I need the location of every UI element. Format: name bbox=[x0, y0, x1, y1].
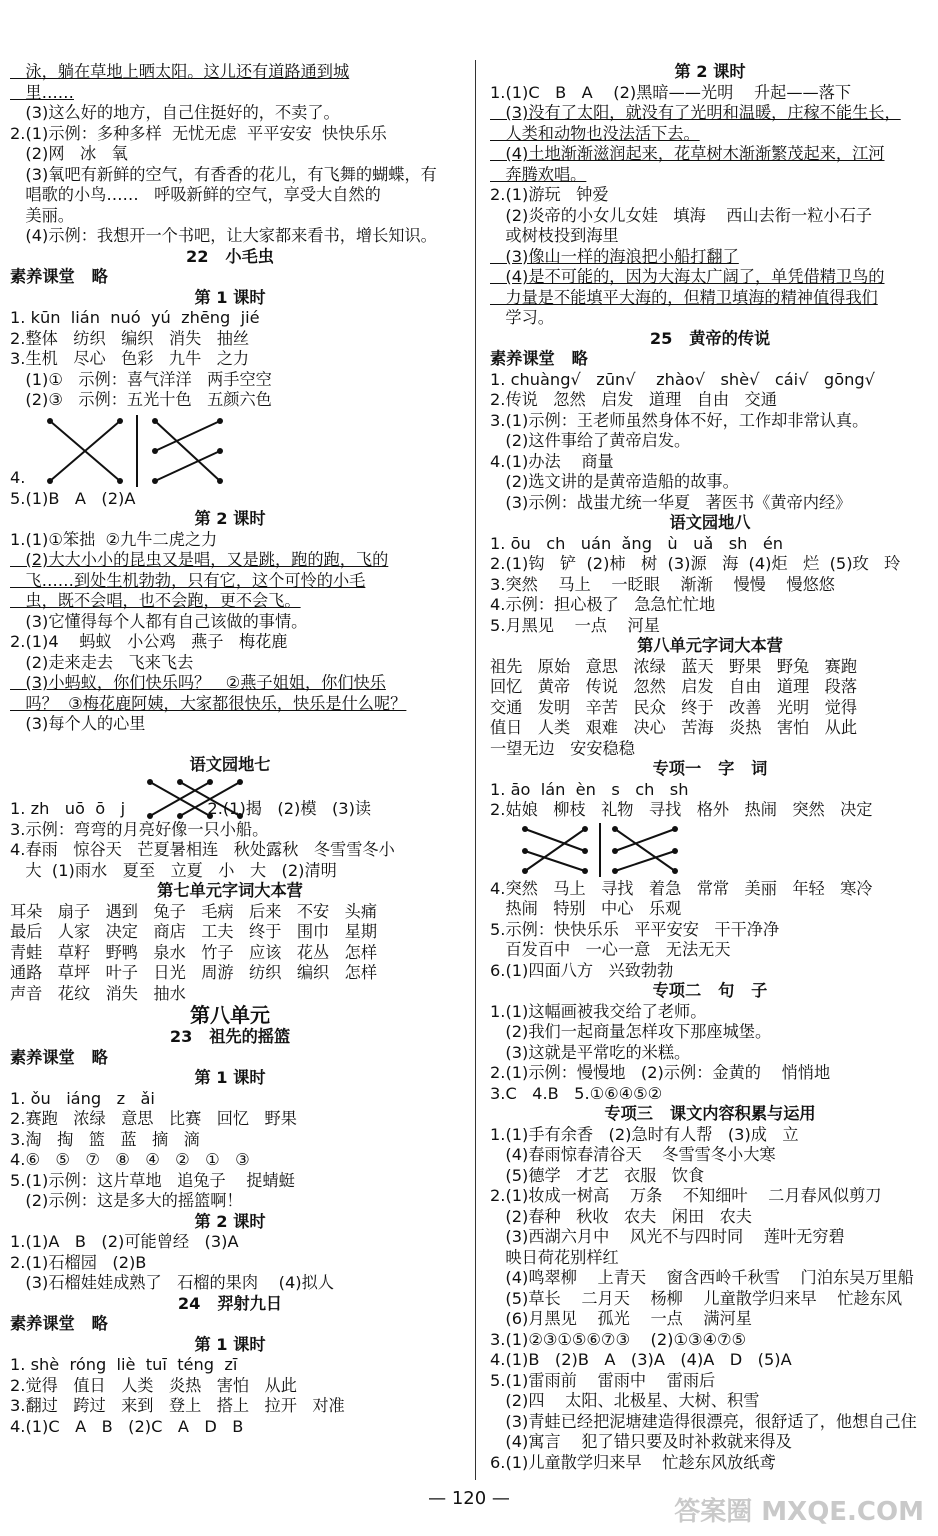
match-dot bbox=[152, 448, 158, 454]
text-line: 声音 花纹 消失 抽水 bbox=[10, 983, 186, 1003]
text-line: 里…… bbox=[10, 82, 74, 102]
match-dot bbox=[582, 826, 588, 832]
text-line: 值日 人类 艰难 决心 苦海 炎热 害怕 从此 bbox=[490, 718, 858, 737]
text-line: (3)石榴娃娃成熟了 石榴的果肉 (4)拟人 bbox=[10, 1273, 334, 1292]
match-line bbox=[155, 451, 220, 481]
text-line: 2.(1)4 蚂蚁 小公鸡 燕子 梅花鹿 bbox=[10, 632, 288, 651]
text-line: (2)示例：这是多大的摇篮啊！ bbox=[10, 1191, 243, 1210]
text-line: 1.(1)A B (2)可能曾经 (3)A bbox=[10, 1232, 239, 1251]
text-line: 2.赛跑 浓绿 意思 比赛 回忆 野果 bbox=[10, 1109, 297, 1128]
text-line: 3.生机 尽心 色彩 九牛 之力 bbox=[10, 349, 250, 368]
text-line: 青蛙 草籽 野鸭 泉水 竹子 应该 花丛 怎样 bbox=[10, 942, 378, 962]
match-dot bbox=[522, 868, 528, 874]
text-line: 2.(1)游玩 钟爱 bbox=[490, 185, 609, 204]
text-line: (3)这就是平常吃的米糕。 bbox=[490, 1042, 691, 1062]
text-line: (4)是不可能的，因为大海太广阔了，单凭借精卫鸟的 bbox=[490, 267, 885, 286]
text-line: 1.(1)C B A (2)黑暗——光明 升起——落下 bbox=[490, 82, 852, 102]
line-text: 4. bbox=[10, 468, 26, 487]
text-line: 5.月黑见 一点 河星 bbox=[490, 615, 660, 635]
text-line: 2.传说 忽然 启发 道理 自由 交通 bbox=[490, 390, 777, 409]
text-line: 素养课堂 略 bbox=[10, 267, 108, 286]
match-dot bbox=[152, 478, 158, 484]
match-dot bbox=[672, 848, 678, 854]
match-dot bbox=[47, 478, 53, 484]
text-line: 1.(1)这幅画被我交给了老师。 bbox=[490, 1001, 707, 1021]
text-line bbox=[10, 735, 450, 756]
text-line: (5)草长 二月天 杨柳 儿童散学归来早 忙趁东风 bbox=[490, 1288, 903, 1308]
match-dot bbox=[207, 779, 213, 785]
text-line: 3.(1)②③①⑤⑥⑦③ (2)①③④⑦⑤ bbox=[490, 1329, 747, 1349]
figure-line bbox=[10, 776, 450, 820]
text-line: 2.(1)石榴园 (2)B bbox=[10, 1252, 147, 1272]
text-line: (3)这么好的地方，自己住挺好的，不卖了。 bbox=[10, 103, 340, 122]
text-line: 素养课堂 略 bbox=[10, 1047, 108, 1067]
match-dot bbox=[612, 826, 618, 832]
matching-lines-figure bbox=[30, 411, 230, 489]
match-dot bbox=[152, 418, 158, 424]
section-heading: 24 羿射九日 bbox=[177, 1293, 283, 1313]
text-line: 2.姑娘 柳枝 礼物 寻找 格外 热闹 突然 决定 bbox=[490, 800, 873, 819]
text-line: (4)寓言 犯了错只要及时补救就来得及 bbox=[490, 1432, 792, 1451]
text-line: 2.觉得 值日 人类 炎热 害怕 从此 bbox=[10, 1375, 297, 1395]
text-line: 奔腾欢唱。 bbox=[490, 164, 587, 184]
text-line: 6.(1)儿童散学归来早 忙趁东风放纸鸢 bbox=[490, 1452, 776, 1472]
text-line: (3)氧吧有新鲜的空气，有香香的花儿，有飞舞的蝴蝶，有 bbox=[10, 164, 437, 184]
match-line bbox=[525, 851, 585, 871]
match-dot bbox=[582, 848, 588, 854]
section-heading: 第 2 课时 bbox=[194, 509, 266, 528]
match-line bbox=[615, 829, 675, 871]
text-line: 力量是不能填平大海的，但精卫填海的精神值得我们 bbox=[490, 287, 878, 307]
text-line: 2.(1)示例：慢慢地 (2)示例：金黄的 悄悄地 bbox=[490, 1063, 831, 1082]
text-line: 2.(1)示例：多种多样 无忧无虑 平平安安 快快乐乐 bbox=[10, 123, 387, 143]
match-line bbox=[155, 421, 220, 451]
text-line: 一望无边 安安稳稳 bbox=[490, 738, 635, 758]
text-line: 泳，躺在草地上晒太阳。这儿还有道路通到城 bbox=[10, 62, 350, 81]
text-line: 4.示例：担心极了 急急忙忙地 bbox=[490, 595, 716, 614]
section-heading: 专项一 字 词 bbox=[652, 759, 768, 778]
text-line: 唱歌的小鸟…… 呼吸新鲜的空气，享受大自然的 bbox=[10, 185, 381, 204]
section-heading: 第 1 课时 bbox=[194, 287, 266, 307]
match-dot bbox=[217, 478, 223, 484]
text-line: (2)四 太阳、北极星、大树、积雪 bbox=[490, 1391, 760, 1410]
text-line: 百发百中 一心一意 无法无天 bbox=[490, 940, 731, 959]
text-line: 虫，既不会唱，也不会跑，更不会飞。 bbox=[10, 591, 301, 610]
line-text: 1. zh uō ō j 2.(1)揭 (2)模 (3)读 bbox=[10, 799, 372, 818]
match-dot bbox=[672, 868, 678, 874]
text-line: 4.(1)C A B (2)C A D B bbox=[10, 1416, 244, 1436]
section-heading: 第 1 课时 bbox=[194, 1334, 266, 1354]
text-line: 2.整体 纺织 编织 消失 抽丝 bbox=[10, 328, 250, 348]
match-dot bbox=[117, 418, 123, 424]
match-dot bbox=[582, 868, 588, 874]
text-line: 4.(1)办法 商量 bbox=[490, 451, 614, 471]
match-line bbox=[615, 851, 675, 871]
text-line: 通路 草坪 叶子 日光 周游 纺织 编织 怎样 bbox=[10, 963, 378, 982]
figure-line bbox=[490, 821, 930, 879]
text-line: 3.淘 掏 篮 蓝 摘 滴 bbox=[10, 1129, 200, 1149]
text-line: 3.突然 马上 一眨眼 渐渐 慢慢 慢悠悠 bbox=[490, 574, 835, 594]
text-line: (3)示例：战蚩尤统一华夏 著医书《黄帝内经》 bbox=[490, 492, 852, 512]
text-line: (2)这件事给了黄帝启发。 bbox=[490, 431, 691, 450]
match-dot bbox=[217, 448, 223, 454]
text-line: (2)选文讲的是黄帝造船的故事。 bbox=[490, 472, 739, 491]
text-line: 4.突然 马上 寻找 着急 常常 美丽 年轻 寒冷 bbox=[490, 878, 873, 898]
text-line: (2)炎帝的小女儿女娃 填海 西山去衔一粒小石子 bbox=[490, 205, 872, 225]
text-line: (3)西湖六月中 风光不与四时同 莲叶无穷碧 bbox=[490, 1227, 845, 1246]
text-line: 4.⑥ ⑤ ⑦ ⑧ ④ ② ① ③ bbox=[10, 1150, 250, 1169]
text-line: 祖先 原始 意思 浓绿 蓝天 野果 野兔 赛跑 bbox=[490, 656, 858, 676]
match-dot bbox=[612, 868, 618, 874]
text-line: (2)大大小小的昆虫又是唱，又是跳，跑的跑，飞的 bbox=[10, 550, 389, 569]
left-column bbox=[10, 62, 450, 1437]
match-dot bbox=[522, 826, 528, 832]
section-heading: 23 祖先的摇篮 bbox=[169, 1027, 291, 1046]
text-line: (3)它懂得每个人都有自己该做的事情。 bbox=[10, 611, 308, 631]
text-line: 5.(1)示例：这片草地 追兔子 捉蜻蜓 bbox=[10, 1170, 295, 1190]
text-line: (4)土地渐渐滋润起来，花草树木渐渐繁茂起来，江河 bbox=[490, 144, 885, 163]
text-line: 回忆 黄帝 传说 忽然 启发 自由 道理 段落 bbox=[490, 677, 858, 696]
text-line: (2)③ 示例：五光十色 五颜六色 bbox=[10, 390, 272, 409]
text-line: 最后 人家 决定 商店 工夫 终于 围巾 星期 bbox=[10, 922, 378, 941]
text-line: (4)鸣翠柳 上青天 窗含西岭千秋雪 门泊东吴万里船 bbox=[490, 1268, 914, 1287]
section-heading: 专项二 句 子 bbox=[652, 981, 768, 1000]
text-line: (3)像山一样的海浪把小船打翻了 bbox=[490, 246, 739, 266]
text-line: (6)月黑见 孤光 一点 满河星 bbox=[490, 1309, 752, 1328]
section-heading: 第八单元 bbox=[190, 1003, 270, 1027]
section-heading: 第 2 课时 bbox=[194, 1211, 266, 1231]
text-line: 6.(1)四面八方 兴致勃勃 bbox=[490, 960, 674, 980]
text-line: (1)① 示例：喜气洋洋 两手空空 bbox=[10, 369, 272, 389]
text-line: (4)春雨惊春清谷天 冬雪雪冬小大寒 bbox=[490, 1145, 776, 1164]
text-line: 美丽。 bbox=[10, 205, 74, 225]
text-line: (2)网 冰 氧 bbox=[10, 144, 128, 163]
match-dot bbox=[177, 779, 183, 785]
text-line: 3.(1)示例：王老师虽然身体不好，工作却非常认真。 bbox=[490, 410, 869, 430]
text-line: 1. kūn lián nuó yú zhēng jié bbox=[10, 308, 260, 327]
text-line: 吗？ ③梅花鹿阿姨，大家都很快乐，快乐是什么呢？ bbox=[10, 693, 407, 713]
text-line: 2.(1)妆成一树高 万条 不知细叶 二月春风似剪刀 bbox=[490, 1186, 882, 1205]
match-line bbox=[525, 829, 585, 851]
text-line: 或树枝投到海里 bbox=[490, 226, 619, 245]
column-divider bbox=[475, 60, 476, 1480]
text-line: (2)走来走去 飞来飞去 bbox=[10, 652, 194, 672]
text-line: 交通 发明 辛苦 民众 终于 改善 光明 觉得 bbox=[490, 697, 858, 717]
text-line: 大 (1)雨水 夏至 立夏 小 大 (2)清明 bbox=[10, 860, 337, 880]
text-line: 耳朵 扇子 遇到 兔子 毛病 后来 不安 头痛 bbox=[10, 901, 378, 921]
match-line bbox=[615, 829, 675, 851]
text-line: (3)小蚂蚁，你们快乐吗？ ②燕子姐姐，你们快乐 bbox=[10, 673, 386, 692]
text-line: 1.(1)手有余香 (2)急时有人帮 (3)成 立 bbox=[490, 1124, 799, 1144]
text-line: (2)春种 秋收 农夫 闲田 农夫 bbox=[490, 1206, 752, 1226]
text-line: 素养课堂 略 bbox=[10, 1314, 108, 1333]
match-line bbox=[525, 829, 585, 871]
text-line: 1. ōu ch uán ǎng ù uǎ sh én bbox=[490, 533, 784, 553]
text-line: 2.(1)钩 铲 (2)柿 树 (3)源 海 (4)炬 烂 (5)玫 玲 bbox=[490, 554, 901, 573]
text-line: 1. āo lán èn s ch sh bbox=[490, 779, 689, 799]
section-heading: 25 黄帝的传说 bbox=[649, 328, 771, 348]
match-line bbox=[155, 421, 220, 481]
section-heading: 语文园地八 bbox=[669, 513, 751, 532]
right-column bbox=[490, 62, 930, 1473]
match-dot bbox=[147, 779, 153, 785]
text-line: 1.(1)①笨拙 ②九牛二虎之力 bbox=[10, 529, 218, 549]
section-heading: 22 小毛虫 bbox=[186, 246, 274, 266]
matching-lines-figure bbox=[510, 821, 710, 879]
text-line: 3.翻过 跨过 来到 登上 搭上 拉开 对准 bbox=[10, 1396, 345, 1415]
text-line: (4)示例：我想开一个书吧，让大家都来看书，增长知识。 bbox=[10, 226, 437, 245]
text-line: 人类和动物也没法活下去。 bbox=[490, 123, 700, 143]
text-line: (3)青蛙已经把泥塘建造得很漂亮，很舒适了，他想自己住 bbox=[490, 1411, 917, 1431]
section-heading: 第七单元字词大本营 bbox=[157, 881, 303, 900]
text-line: 1. ǒu iáng z ǎi bbox=[10, 1088, 155, 1108]
match-dot bbox=[47, 418, 53, 424]
text-line: (2)我们一起商量怎样攻下那座城堡。 bbox=[490, 1022, 772, 1041]
text-line: 4.春雨 惊谷天 芒夏暑相连 秋处露秋 冬雪雪冬小 bbox=[10, 840, 395, 859]
text-line: 4.(1)B (2)B A (3)A (4)A D (5)A bbox=[490, 1350, 792, 1369]
text-line: 5.(1)雷雨前 雷雨中 雷雨后 bbox=[490, 1370, 716, 1390]
text-line: 1. shè róng liè tuī téng zī bbox=[10, 1355, 238, 1374]
text-line: (3)每个人的心里 bbox=[10, 714, 146, 733]
match-dot bbox=[612, 848, 618, 854]
text-line: 1. chuàng√ zūn√ zhào√ shè√ cái√ gōng√ bbox=[490, 369, 875, 389]
text-line: 飞……到处生机勃勃，只有它，这个可怜的小毛 bbox=[10, 570, 366, 590]
match-dot bbox=[672, 826, 678, 832]
section-heading: 第 2 课时 bbox=[674, 62, 746, 81]
match-dot bbox=[217, 418, 223, 424]
section-heading: 第 1 课时 bbox=[194, 1068, 266, 1087]
section-heading: 第八单元字词大本营 bbox=[637, 636, 783, 655]
text-line: 5.示例：快快乐乐 平平安安 干干净净 bbox=[490, 919, 780, 939]
match-dot bbox=[522, 848, 528, 854]
page-number: — 120 — bbox=[428, 1488, 510, 1509]
watermark: 答案圈 MXQE.COM bbox=[674, 1497, 924, 1527]
text-line: 素养课堂 略 bbox=[490, 349, 588, 368]
text-line: (3)没有了太阳，就没有了光明和温暖，庄稼不能生长， bbox=[490, 103, 901, 122]
match-dot bbox=[117, 478, 123, 484]
text-line: 3.示例：弯弯的月亮好像一只小船。 bbox=[10, 819, 269, 839]
section-heading: 专项三 课文内容积累与运用 bbox=[604, 1104, 816, 1123]
figure-line bbox=[10, 411, 450, 489]
section-heading: 语文园地七 bbox=[189, 755, 271, 774]
text-line: (5)德学 才艺 衣服 饮食 bbox=[490, 1165, 705, 1185]
match-dot bbox=[237, 779, 243, 785]
text-line: 3.C 4.B 5.①⑥④⑤② bbox=[490, 1083, 663, 1103]
text-line: 热闹 特别 中心 乐观 bbox=[490, 899, 682, 918]
text-line: 5.(1)B A (2)A bbox=[10, 488, 136, 508]
text-line: 学习。 bbox=[490, 308, 554, 327]
text-line: 映日荷花别样红 bbox=[490, 1247, 619, 1267]
